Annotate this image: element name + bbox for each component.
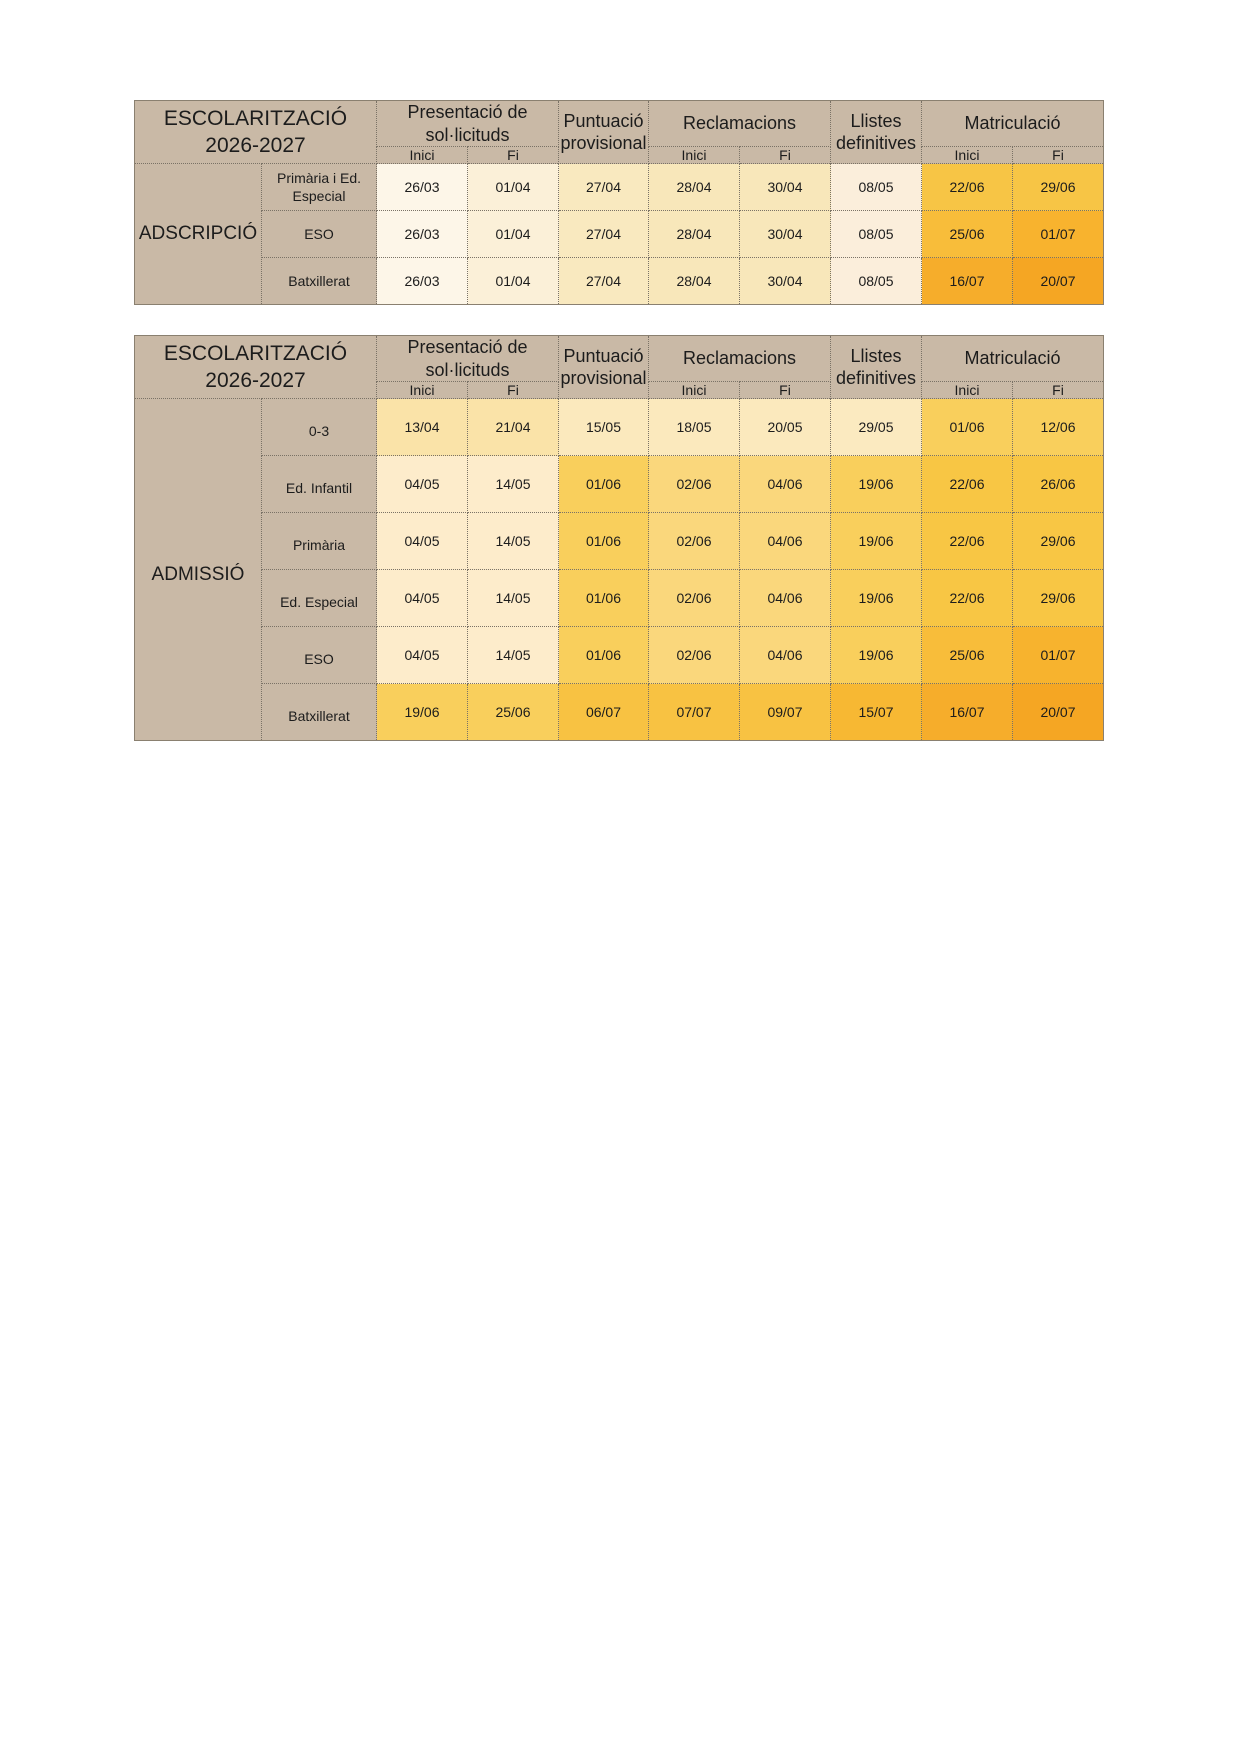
cell-llistes: 15/07 bbox=[831, 684, 922, 741]
cell-recl-inici: 28/04 bbox=[649, 258, 740, 305]
cell-recl-inici: 28/04 bbox=[649, 211, 740, 258]
level-name: Batxillerat bbox=[262, 258, 377, 305]
cell-pres-inici: 04/05 bbox=[377, 627, 468, 684]
cell-pres-fi: 01/04 bbox=[468, 211, 559, 258]
cell-pres-inici: 04/05 bbox=[377, 513, 468, 570]
cell-puntuacio: 27/04 bbox=[559, 211, 649, 258]
cell-matr-inici: 22/06 bbox=[922, 164, 1013, 211]
cell-recl-inici: 02/06 bbox=[649, 570, 740, 627]
table-title-line2: 2026-2027 bbox=[205, 134, 306, 157]
cell-recl-inici: 02/06 bbox=[649, 627, 740, 684]
cell-recl-inici: 28/04 bbox=[649, 164, 740, 211]
cell-matr-inici: 22/06 bbox=[922, 456, 1013, 513]
cell-matr-inici: 01/06 bbox=[922, 399, 1013, 456]
subheader-pres-fi: Fi bbox=[468, 382, 559, 399]
cell-recl-inici: 07/07 bbox=[649, 684, 740, 741]
cell-puntuacio: 01/06 bbox=[559, 513, 649, 570]
cell-pres-inici: 26/03 bbox=[377, 258, 468, 305]
cell-matr-inici: 25/06 bbox=[922, 627, 1013, 684]
cell-matr-fi: 20/07 bbox=[1013, 684, 1104, 741]
table-row bbox=[135, 513, 1104, 570]
header-matriculacio: Matriculació bbox=[922, 101, 1104, 147]
cell-matr-fi: 29/06 bbox=[1013, 570, 1104, 627]
header-reclamacions: Reclamacions bbox=[649, 101, 831, 147]
admissio-table bbox=[134, 335, 1104, 741]
cell-puntuacio: 01/06 bbox=[559, 456, 649, 513]
level-name: Ed. Infantil bbox=[262, 456, 377, 513]
cell-pres-fi: 14/05 bbox=[468, 513, 559, 570]
cell-recl-fi: 30/04 bbox=[740, 258, 831, 305]
cell-matr-fi: 01/07 bbox=[1013, 627, 1104, 684]
cell-puntuacio: 15/05 bbox=[559, 399, 649, 456]
table-row bbox=[135, 684, 1104, 741]
cell-matr-inici: 22/06 bbox=[922, 570, 1013, 627]
cell-matr-fi: 26/06 bbox=[1013, 456, 1104, 513]
table-header-row bbox=[135, 101, 1104, 147]
level-name: ESO bbox=[262, 627, 377, 684]
cell-matr-inici: 16/07 bbox=[922, 684, 1013, 741]
cell-llistes: 19/06 bbox=[831, 456, 922, 513]
cell-puntuacio: 01/06 bbox=[559, 627, 649, 684]
subheader-recl-inici: Inici bbox=[649, 382, 740, 399]
level-name: Batxillerat bbox=[262, 684, 377, 741]
table-title-line2: 2026-2027 bbox=[205, 369, 306, 392]
cell-matr-fi: 12/06 bbox=[1013, 399, 1104, 456]
subheader-pres-fi: Fi bbox=[468, 147, 559, 164]
subheader-matr-inici: Inici bbox=[922, 147, 1013, 164]
cell-pres-fi: 01/04 bbox=[468, 258, 559, 305]
cell-matr-fi: 29/06 bbox=[1013, 164, 1104, 211]
cell-recl-fi: 04/06 bbox=[740, 627, 831, 684]
cell-pres-inici: 04/05 bbox=[377, 456, 468, 513]
cell-pres-fi: 14/05 bbox=[468, 627, 559, 684]
table-row bbox=[135, 627, 1104, 684]
cell-recl-fi: 04/06 bbox=[740, 513, 831, 570]
cell-pres-fi: 01/04 bbox=[468, 164, 559, 211]
table-row bbox=[135, 570, 1104, 627]
table-title-line1: ESCOLARITZACIÓ bbox=[163, 341, 348, 365]
cell-matr-inici: 25/06 bbox=[922, 211, 1013, 258]
cell-pres-inici: 26/03 bbox=[377, 164, 468, 211]
cell-puntuacio: 01/06 bbox=[559, 570, 649, 627]
cell-pres-inici: 26/03 bbox=[377, 211, 468, 258]
table-row bbox=[135, 399, 1104, 456]
subheader-pres-inici: Inici bbox=[377, 147, 468, 164]
cell-llistes: 19/06 bbox=[831, 570, 922, 627]
cell-pres-fi: 14/05 bbox=[468, 456, 559, 513]
subheader-pres-inici: Inici bbox=[377, 382, 468, 399]
table-row bbox=[135, 164, 1104, 211]
header-llistes-definitives: Llistes definitives bbox=[831, 336, 922, 399]
cell-puntuacio: 06/07 bbox=[559, 684, 649, 741]
table-row bbox=[135, 456, 1104, 513]
subheader-recl-inici: Inici bbox=[649, 147, 740, 164]
cell-recl-fi: 30/04 bbox=[740, 211, 831, 258]
table-title bbox=[135, 101, 377, 164]
header-presentacio: Presentació de sol·licituds bbox=[377, 336, 559, 382]
cell-recl-inici: 18/05 bbox=[649, 399, 740, 456]
header-llistes-definitives: Llistes definitives bbox=[831, 101, 922, 164]
level-name: Ed. Especial bbox=[262, 570, 377, 627]
cell-matr-fi: 01/07 bbox=[1013, 211, 1104, 258]
cell-recl-fi: 30/04 bbox=[740, 164, 831, 211]
subheader-recl-fi: Fi bbox=[740, 382, 831, 399]
cell-llistes: 29/05 bbox=[831, 399, 922, 456]
table-title bbox=[135, 336, 377, 399]
table-row bbox=[135, 211, 1104, 258]
level-name: ESO bbox=[262, 211, 377, 258]
table-title-line1: ESCOLARITZACIÓ bbox=[163, 106, 348, 130]
level-name: 0-3 bbox=[262, 399, 377, 456]
cell-pres-inici: 13/04 bbox=[377, 399, 468, 456]
cell-llistes: 19/06 bbox=[831, 627, 922, 684]
cell-pres-fi: 14/05 bbox=[468, 570, 559, 627]
subheader-recl-fi: Fi bbox=[740, 147, 831, 164]
cell-recl-fi: 09/07 bbox=[740, 684, 831, 741]
header-puntuacio: Puntuació provisional bbox=[559, 101, 649, 164]
cell-recl-fi: 20/05 bbox=[740, 399, 831, 456]
subheader-matr-fi: Fi bbox=[1013, 382, 1104, 399]
cell-pres-fi: 21/04 bbox=[468, 399, 559, 456]
cell-puntuacio: 27/04 bbox=[559, 164, 649, 211]
cell-matr-fi: 20/07 bbox=[1013, 258, 1104, 305]
cell-llistes: 08/05 bbox=[831, 211, 922, 258]
cell-pres-inici: 19/06 bbox=[377, 684, 468, 741]
header-presentacio: Presentació de sol·licituds bbox=[377, 101, 559, 147]
document-page bbox=[0, 0, 1241, 741]
header-puntuacio: Puntuació provisional bbox=[559, 336, 649, 399]
level-name: Primària bbox=[262, 513, 377, 570]
cell-recl-fi: 04/06 bbox=[740, 570, 831, 627]
cell-pres-fi: 25/06 bbox=[468, 684, 559, 741]
cell-matr-inici: 22/06 bbox=[922, 513, 1013, 570]
cell-recl-inici: 02/06 bbox=[649, 513, 740, 570]
table-row bbox=[135, 258, 1104, 305]
cell-matr-inici: 16/07 bbox=[922, 258, 1013, 305]
cell-llistes: 08/05 bbox=[831, 258, 922, 305]
header-matriculacio: Matriculació bbox=[922, 336, 1104, 382]
subheader-matr-fi: Fi bbox=[1013, 147, 1104, 164]
row-group-label-admissio: ADMISSIÓ bbox=[135, 399, 262, 741]
cell-recl-fi: 04/06 bbox=[740, 456, 831, 513]
header-reclamacions: Reclamacions bbox=[649, 336, 831, 382]
level-name: Primària i Ed. Especial bbox=[262, 164, 377, 211]
cell-llistes: 08/05 bbox=[831, 164, 922, 211]
cell-matr-fi: 29/06 bbox=[1013, 513, 1104, 570]
cell-recl-inici: 02/06 bbox=[649, 456, 740, 513]
cell-llistes: 19/06 bbox=[831, 513, 922, 570]
cell-puntuacio: 27/04 bbox=[559, 258, 649, 305]
row-group-label-adscripcio: ADSCRIPCIÓ bbox=[135, 164, 262, 305]
table-header-row bbox=[135, 336, 1104, 382]
cell-pres-inici: 04/05 bbox=[377, 570, 468, 627]
subheader-matr-inici: Inici bbox=[922, 382, 1013, 399]
adscripcio-table bbox=[134, 100, 1104, 305]
